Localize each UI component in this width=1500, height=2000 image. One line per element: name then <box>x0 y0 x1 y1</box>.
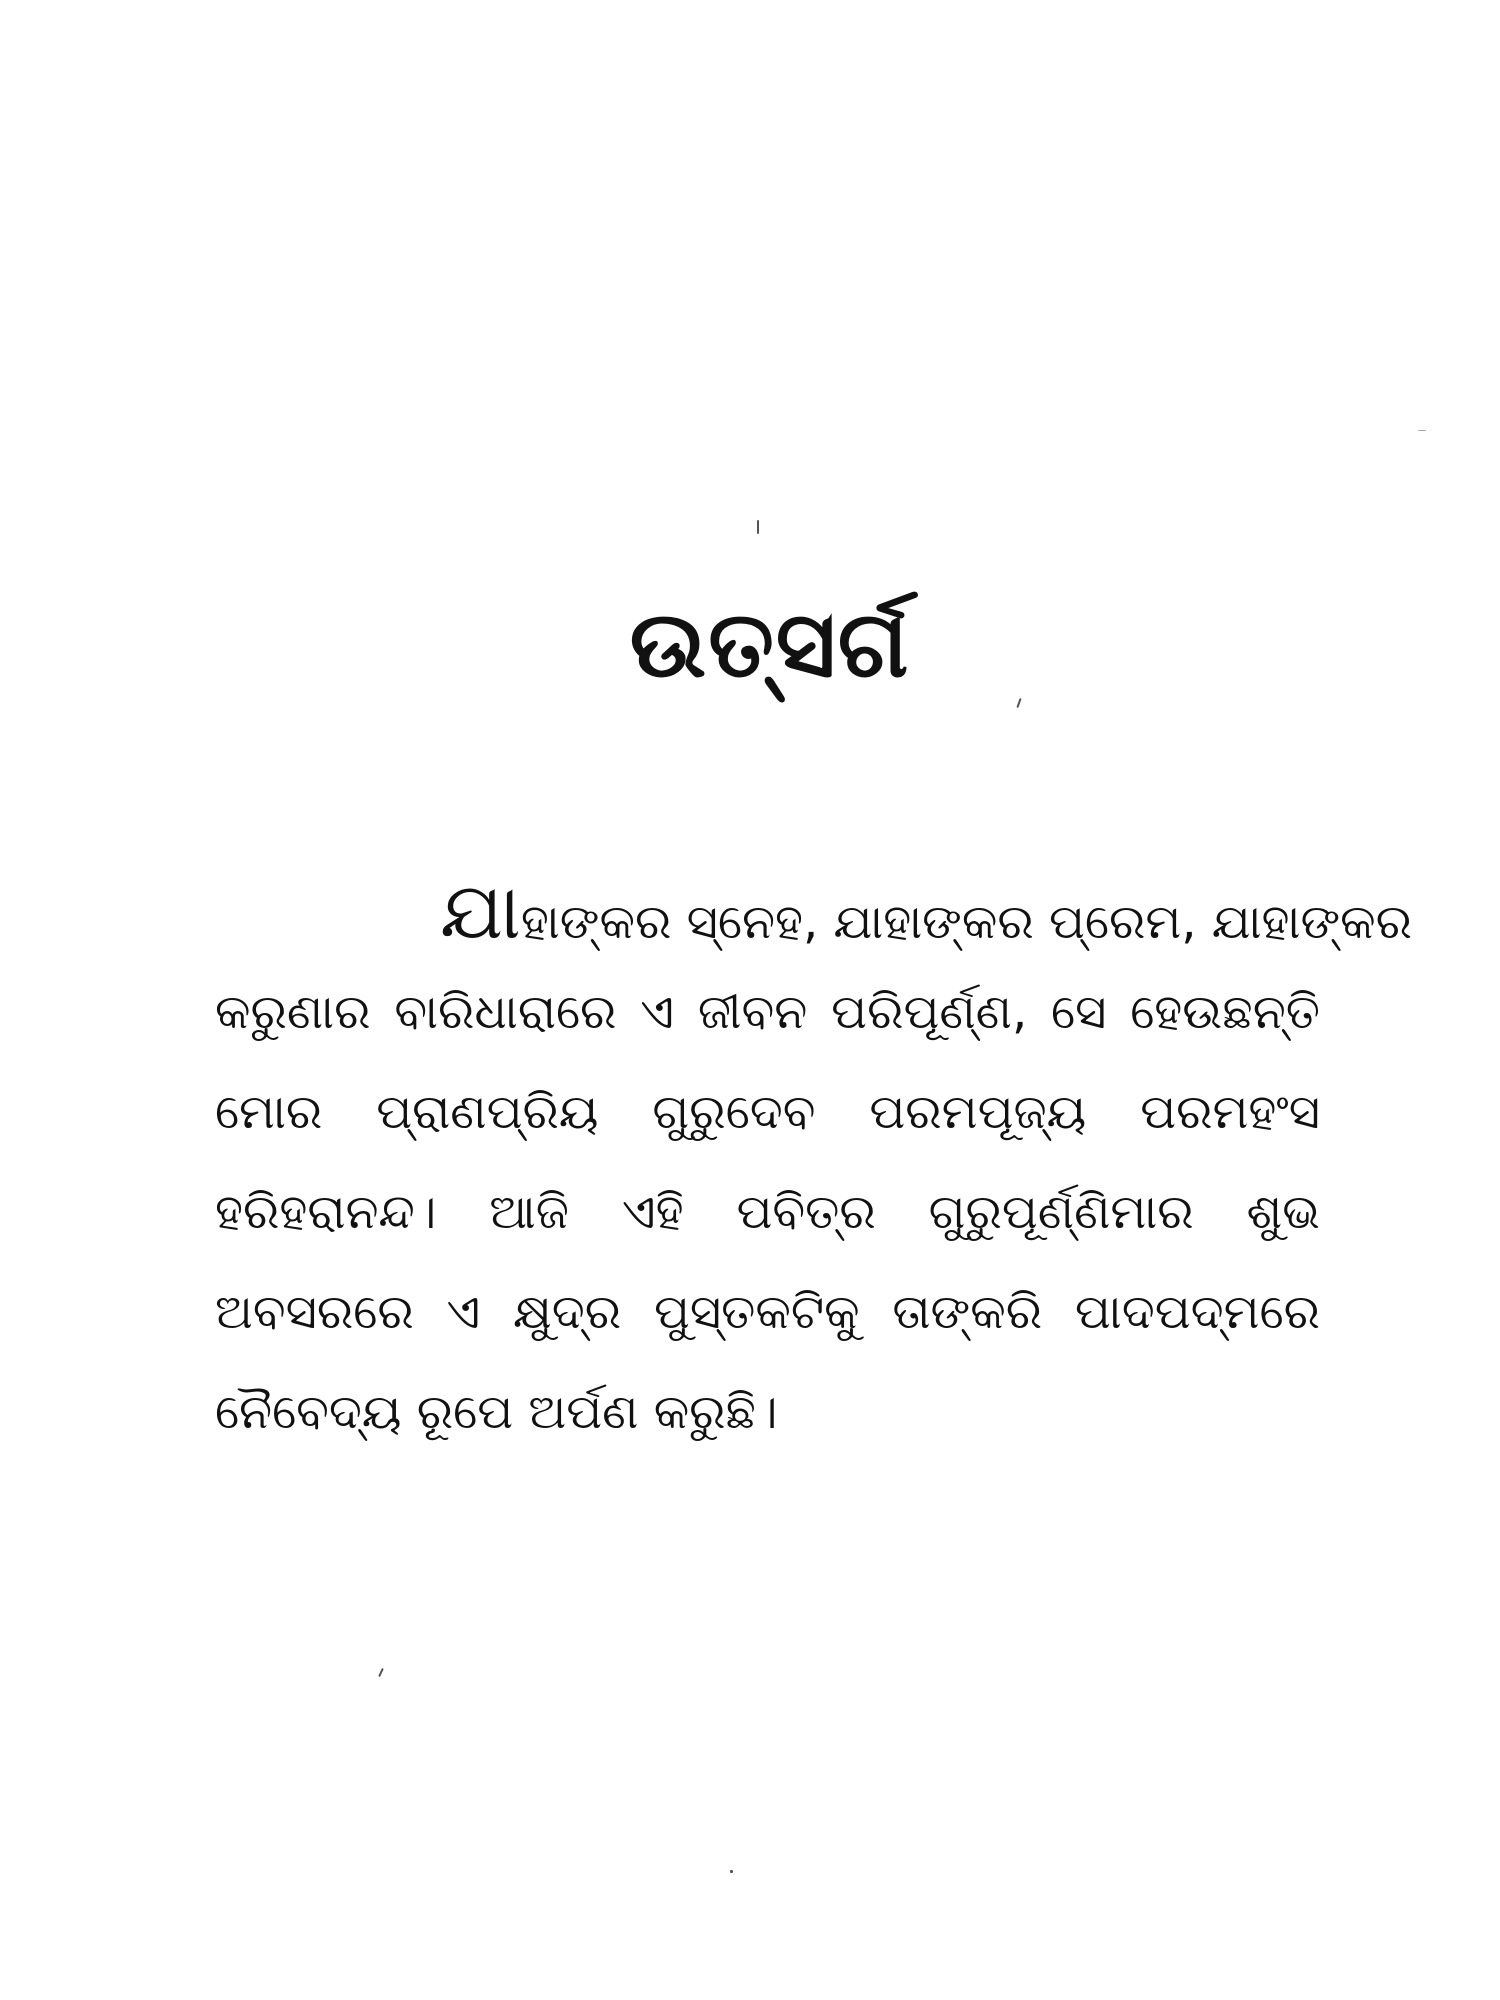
paragraph-line-1 <box>215 862 1413 962</box>
dropcap-letter: ଯା <box>440 867 521 957</box>
scan-speck <box>378 1668 384 1677</box>
paragraph-line-4: ହରିହରାନନ୍ଦ। ଆଜି ଏହି ପବିତ୍ର ଗୁରୁପୂର୍ଣ୍ଣିମାର ଶୁଭ <box>215 1184 1320 1240</box>
page-title: ଉତ୍ସର୍ଗ <box>629 591 911 698</box>
scan-speck <box>730 1870 733 1873</box>
paragraph-line-3: ମୋର ପ୍ରାଣପ୍ରିୟ ଗୁରୁଦେବ ପରମପୂଜ୍ୟ ପରମହଂସ <box>215 1084 1320 1140</box>
scan-speck <box>757 520 759 534</box>
paragraph-line-1-text: ହାଙ୍କର ସ୍ନେହ, ଯାହାଙ୍କର ପ୍ରେମ, ଯାହାଙ୍କର <box>520 894 1413 950</box>
paragraph-line-6: ନୈବେଦ୍ୟ ରୂପେ ଅର୍ପଣ କରୁଛି। <box>215 1384 778 1440</box>
scan-speck <box>1418 430 1426 431</box>
paragraph-line-2: କରୁଣାର ବାରିଧାରାରେ ଏ ଜୀବନ ପରିପୂର୍ଣ୍ଣ, ସେ ହେଉଛନ୍ତି <box>215 984 1320 1040</box>
paragraph-line-5: ଅବସରରେ ଏ କ୍ଷୁଦ୍ର ପୁସ୍ତକଟିକୁ ତାଙ୍କରି ପାଦପଦ୍ମରେ <box>215 1284 1320 1340</box>
dedication-paragraph <box>215 862 1413 1462</box>
